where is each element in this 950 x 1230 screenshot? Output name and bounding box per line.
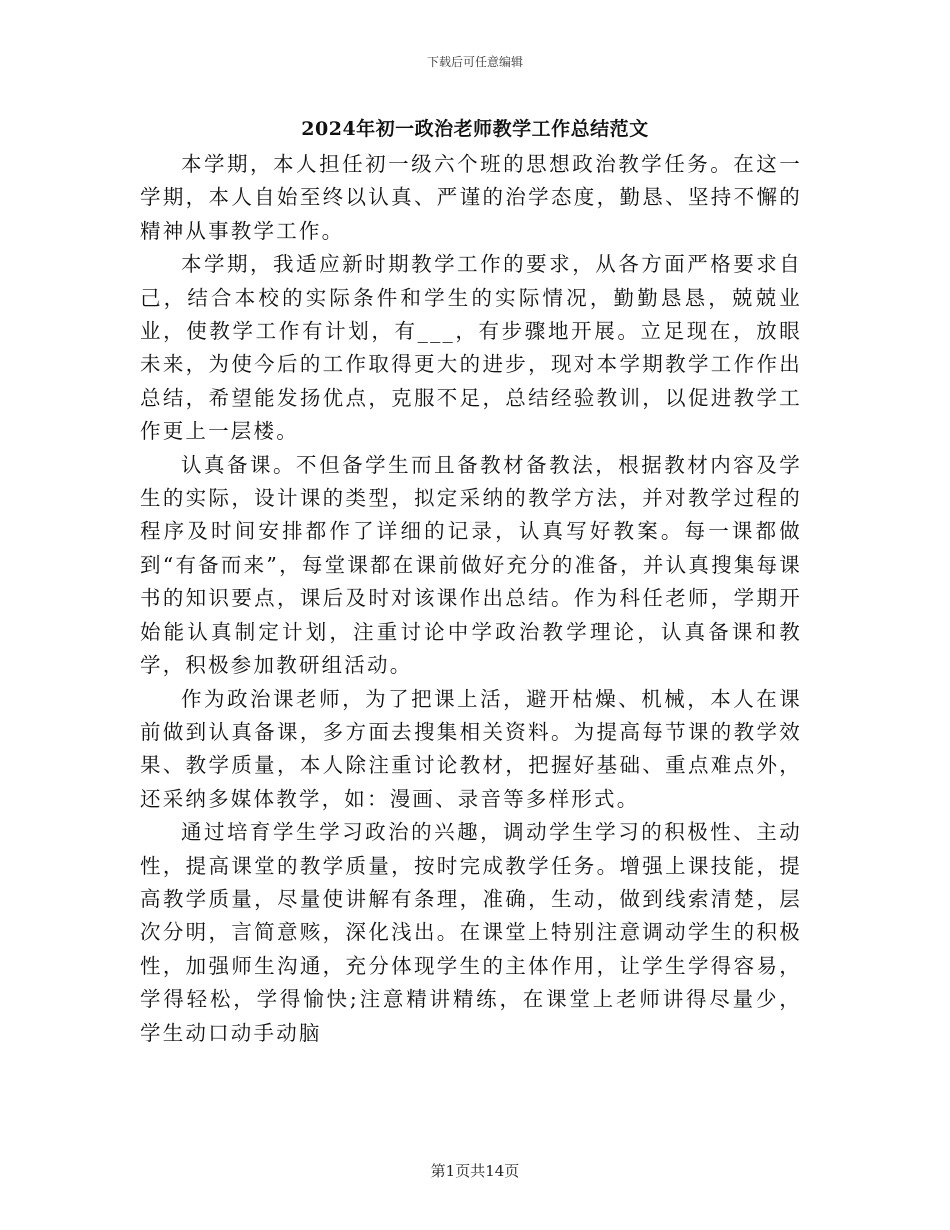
paragraph: 本学期，本人担任初一级六个班的思想政治教学任务。在这一学期，本人自始至终以认真、严谨的治学态度，勤恳、坚持不懈的精神从事教学工作。 (140, 152, 802, 243)
paragraph: 通过培育学生学习政治的兴趣，调动学生学习的积极性、主动性，提高课堂的教学质量，按时完成教学任务。增强上课技能，提高教学质量，尽量使讲解有条理，准确，生动，做到线索清楚，层次分明，言简意赅，深化浅出。在课堂上特别注意调动学生的积极性，加强师生沟通，充分体现学生的主体作用，让学生学得容易，学得轻松，学得愉快;注意精讲精练，在课堂上老师讲得尽量少，学生动口动手动脑 (140, 820, 802, 1045)
document-title: 2024年初一政治老师教学工作总结范文 (301, 118, 649, 140)
page-number-footer: 第1页共14页 (430, 1162, 520, 1180)
paragraph: 作为政治课老师，为了把课上活，避开枯燥、机械，本人在课前做到认真备课，多方面去搜集相关资料。为提高每节课的教学效果、教学质量，本人除注重讨论教材，把握好基础、重点难点外，还采纳多媒体教学，如：漫画、录音等多样形式。 (140, 686, 802, 811)
paragraph: 本学期，我适应新时期教学工作的要求，从各方面严格要求自己，结合本校的实际条件和学生的实际情况，勤勤恳恳，兢兢业业，使教学工作有计划，有___，有步骤地开展。立足现在，放眼未来，为使今后的工作取得更大的进步，现对本学期教学工作作出总结，希望能发扬优点，克服不足，总结经验教训，以促进教学工作更上一层楼。 (140, 252, 802, 444)
document-body (140, 148, 802, 1050)
page-header-note: 下载后可任意编辑 (426, 55, 523, 69)
paragraph: 认真备课。不但备学生而且备教材备教法，根据教材内容及学生的实际，设计课的类型，拟定采纳的教学方法，并对教学过程的程序及时间安排都作了详细的记录，认真写好教案。每一课都做到“有备而来”，每堂课都在课前做好充分的准备，并认真搜集每课书的知识要点，课后及时对该课作出总结。作为科任老师，学期开始能认真制定计划，注重讨论中学政治教学理论，认真备课和教学，积极参加教研组活动。 (140, 452, 802, 678)
